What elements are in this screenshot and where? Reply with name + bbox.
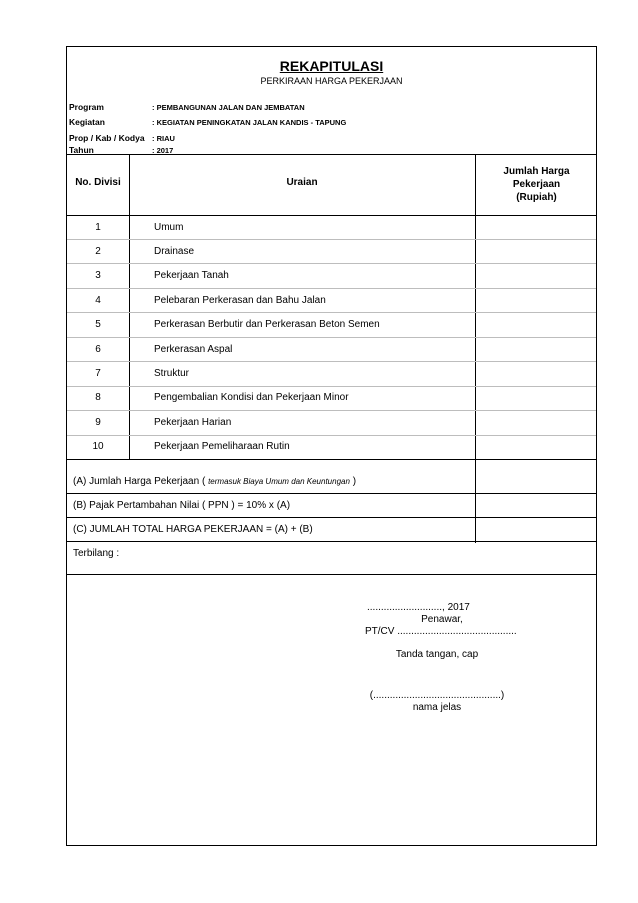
summary-a-text: (A) Jumlah Harga Pekerjaan (	[73, 476, 209, 487]
signature-name-line: (..............................................)	[369, 690, 505, 701]
program-value: : PEMBANGUNAN JALAN DAN JEMBATAN	[152, 103, 305, 112]
summary-a-suffix: )	[349, 476, 357, 487]
summary-b: (B) Pajak Pertambahan Nilai ( PPN ) = 10% x (A)	[73, 500, 291, 511]
row-no: 9	[95, 417, 101, 428]
column-header-amount-1: Jumlah Harga	[503, 166, 570, 177]
row-no: 3	[95, 270, 101, 281]
tahun-value: : 2017	[152, 146, 174, 155]
row-desc: Pengembalian Kondisi dan Pekerjaan Minor	[154, 392, 349, 403]
column-header-amount-3: (Rupiah)	[516, 192, 557, 203]
table-top-border	[67, 154, 596, 155]
row-desc: Drainase	[154, 246, 195, 257]
row-no: 8	[95, 392, 101, 403]
header-bottom-border	[67, 215, 596, 216]
row-no: 2	[95, 246, 101, 257]
row-desc: Struktur	[154, 368, 190, 379]
terbilang-label: Terbilang :	[73, 548, 120, 559]
column-header-desc: Uraian	[286, 177, 318, 188]
column-header-no: No. Divisi	[75, 177, 121, 188]
row-no: 6	[95, 344, 101, 355]
row-divider	[67, 312, 596, 313]
row-divider	[67, 361, 596, 362]
signature-role: Penawar,	[421, 614, 463, 625]
row-divider	[67, 337, 596, 338]
tahun-label: Tahun	[69, 145, 94, 155]
table-bottom-border	[67, 459, 596, 460]
row-divider	[67, 288, 596, 289]
row-desc: Perkerasan Aspal	[154, 344, 233, 355]
row-desc: Umum	[154, 222, 184, 233]
row-desc: Pekerjaan Harian	[154, 417, 232, 428]
summary-a-italic: termasuk Biaya Umum dan Keuntungan	[208, 477, 350, 486]
summary-bottom-border	[67, 541, 596, 542]
row-desc: Pekerjaan Tanah	[154, 270, 229, 281]
signature-company: PT/CV ...........................................	[365, 626, 517, 637]
row-desc: Pelebaran Perkerasan dan Bahu Jalan	[154, 295, 326, 306]
row-desc: Pekerjaan Pemeliharaan Rutin	[154, 441, 290, 452]
signature-date: ..........................., 2017	[367, 602, 470, 613]
row-divider	[67, 435, 596, 436]
program-label: Program	[69, 102, 104, 112]
kegiatan-value: : KEGIATAN PENINGKATAN JALAN KANDIS - TAPUNG	[152, 118, 347, 127]
row-divider	[67, 263, 596, 264]
row-no: 7	[95, 368, 101, 379]
summary-a	[73, 476, 356, 487]
row-no: 1	[95, 222, 101, 233]
summary-c: (C) JUMLAH TOTAL HARGA PEKERJAAN = (A) + (B)	[73, 524, 313, 535]
row-divider	[67, 410, 596, 411]
row-desc: Perkerasan Berbutir dan Perkerasan Beton Semen	[154, 319, 380, 330]
summary-divider	[67, 493, 596, 494]
row-no: 5	[95, 319, 101, 330]
prop-value: : RIAU	[152, 134, 175, 143]
kegiatan-label: Kegiatan	[69, 117, 105, 127]
row-divider	[67, 239, 596, 240]
document-subtitle: PERKIRAAN HARGA PEKERJAAN	[260, 76, 403, 86]
prop-label: Prop / Kab / Kodya	[69, 133, 145, 143]
column-header-amount-2: Pekerjaan	[512, 179, 561, 190]
row-divider	[67, 386, 596, 387]
form-frame	[66, 46, 597, 846]
row-no: 10	[92, 441, 104, 452]
summary-divider	[67, 517, 596, 518]
terbilang-bottom-border	[67, 574, 596, 575]
summary-column-divider	[475, 459, 476, 543]
row-no: 4	[95, 295, 101, 306]
document-title: REKAPITULASI	[279, 58, 384, 74]
signature-name-label: nama jelas	[412, 702, 462, 713]
signature-stamp-note: Tanda tangan, cap	[395, 649, 479, 660]
column-divider-1	[129, 154, 130, 459]
